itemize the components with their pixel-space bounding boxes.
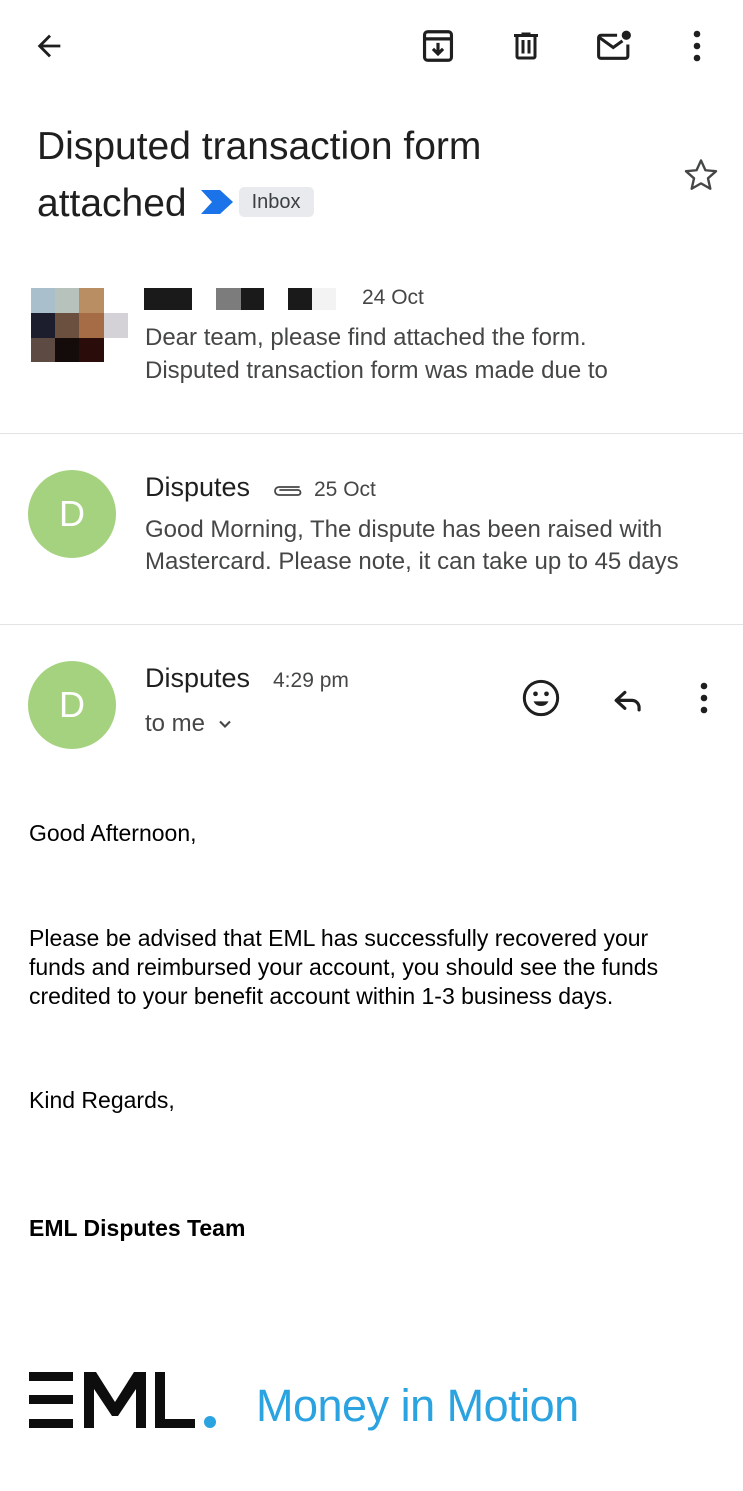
- arrow-back-icon: [32, 29, 66, 63]
- more-options-button[interactable]: [676, 22, 718, 70]
- message-more-button[interactable]: [684, 674, 724, 722]
- reply-button[interactable]: [604, 674, 652, 722]
- message-snippet-line-2: Disputed transaction form was made due to: [145, 357, 608, 384]
- mark-unread-icon: [594, 27, 634, 65]
- message-snippet-line-1: Dear team, please find attached the form.: [145, 324, 587, 351]
- emoji-icon: [521, 678, 561, 718]
- pixelated-avatar: [31, 288, 128, 362]
- more-vert-icon: [691, 29, 703, 63]
- more-vert-icon: [698, 681, 710, 715]
- back-button[interactable]: [22, 22, 76, 70]
- message-date: 25 Oct: [314, 478, 376, 501]
- body-signature: EML Disputes Team: [29, 1215, 246, 1241]
- thread-message-collapsed[interactable]: [0, 434, 743, 624]
- reply-icon: [609, 679, 647, 717]
- body-paragraph-line: Please be advised that EML has successfully recovered your: [29, 925, 649, 951]
- archive-icon: [419, 27, 457, 65]
- star-outline-icon: [682, 156, 720, 194]
- sender-name: Disputes: [145, 663, 251, 693]
- body-paragraph-line: credited to your benefit account within 1-3 business days.: [29, 983, 614, 1009]
- eml-logo: [29, 1372, 629, 1452]
- message-date: 24 Oct: [362, 286, 424, 309]
- chevron-down-icon: [215, 714, 235, 734]
- subject-line-1: Disputed transaction form: [37, 125, 482, 168]
- message-time: 4:29 pm: [273, 669, 349, 692]
- archive-button[interactable]: [412, 22, 464, 70]
- add-reaction-button[interactable]: [517, 674, 565, 722]
- sender-name: Disputes: [145, 472, 251, 502]
- body-closing: Kind Regards,: [29, 1087, 175, 1113]
- thread-divider: [0, 624, 743, 625]
- body-greeting: Good Afternoon,: [29, 820, 197, 846]
- mark-unread-button[interactable]: [587, 22, 641, 70]
- delete-button[interactable]: [500, 22, 552, 70]
- thread-message-collapsed[interactable]: [0, 258, 743, 433]
- body-paragraph: [29, 924, 658, 1011]
- star-button[interactable]: [678, 152, 724, 198]
- message-snippet-line-2: Mastercard. Please note, it can take up to 45 days: [145, 548, 679, 575]
- body-paragraph-line: funds and reimbursed your account, you should see the funds: [29, 954, 659, 980]
- email-subject: [37, 118, 637, 234]
- importance-marker-icon: [201, 173, 233, 230]
- attachment-icon: [271, 482, 305, 505]
- top-toolbar: [0, 0, 743, 92]
- message-snippet-line-1: Good Morning, The dispute has been raised with: [145, 516, 663, 543]
- subject-line-2: attached: [37, 182, 187, 225]
- inbox-label-chip[interactable]: Inbox: [239, 187, 314, 217]
- logo-tagline: Money in Motion: [256, 1380, 579, 1431]
- recipient-details-toggle[interactable]: [145, 710, 235, 738]
- trash-icon: [508, 28, 544, 64]
- redacted-sender-name: [144, 288, 344, 310]
- sender-avatar: D: [28, 470, 116, 558]
- recipient-label: to me: [145, 710, 206, 737]
- sender-avatar: D: [28, 661, 116, 749]
